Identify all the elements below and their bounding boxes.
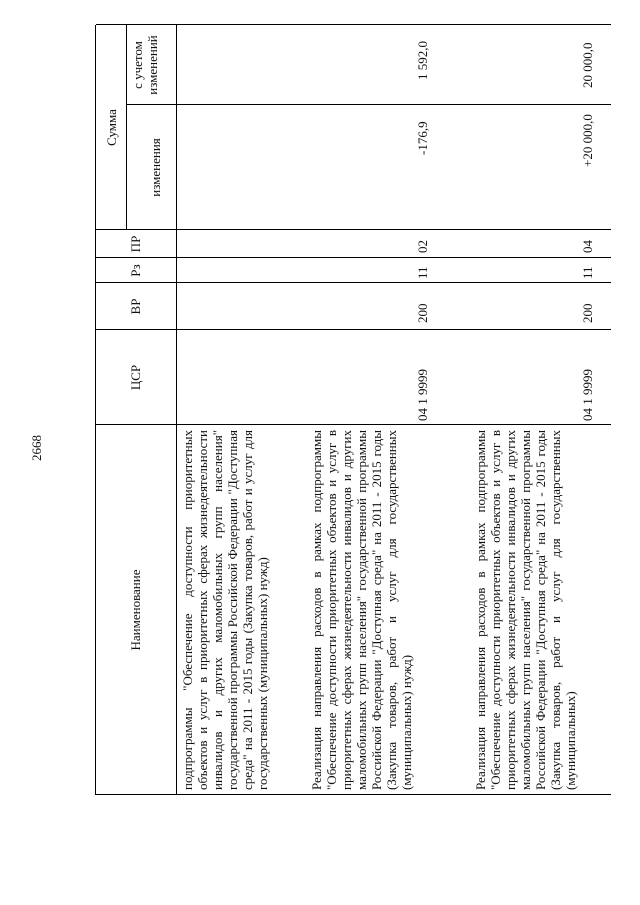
col-line — [96, 229, 611, 230]
row-2-total: 1 592,0 — [415, 41, 430, 80]
row-3-pr: 04 — [580, 240, 595, 253]
row-3-total: 20 000,0 — [580, 42, 595, 88]
row-1-name: подпрограммы "Обеспечение доступности приоритетных объектов и услуг в приоритетных сферах жизнедеятельности инвалидов и других маломобильных групп населения" государственной программы Российской Федерации "Доступная среда" на 2011 - 2015 годы (Закупка товаров, работ и услуг для государственных (муниципальных) нужд) — [180, 430, 270, 790]
budget-table — [95, 25, 610, 795]
header-with-change — [130, 25, 160, 105]
row-2-vr: 200 — [415, 303, 430, 323]
header-name: Наименование — [128, 569, 143, 651]
col-line — [96, 424, 611, 425]
row-3-csr: 04 1 9999 — [580, 369, 595, 421]
sum-divider — [126, 25, 127, 230]
col-line — [96, 282, 611, 283]
row-2-name: Реализация направления расходов в рамках подпрограммы "Обеспечение доступности приоритетных объектов и услуг в приоритетных сферах жизнедеятельности инвалидов и других маломобильных групп населения" государственной программы Российской Федерации "Доступная среда" на 2011 - 2015 годы (Закупка товаров, работ и услуг для государственных (муниципальных) нужд) — [309, 430, 414, 790]
row-2-csr: 04 1 9999 — [415, 369, 430, 421]
page-number: 2668 — [29, 435, 44, 461]
col-line — [96, 794, 611, 795]
row-3-vr: 200 — [580, 303, 595, 323]
row-3-name: Реализация направления расходов в рамках подпрограммы "Обеспечение доступности приоритетных объектов и услуг в приоритетных сферах жизнедеятельности инвалидов и других маломобильных групп населения" государственной программы Российской Федерации "Доступная среда" на 2011 - 2015 годы (Закупка товаров, работ и услуг для государственных (муниципальных) — [473, 430, 578, 790]
col-line — [96, 24, 611, 25]
header-with-change-line1: с учетом — [130, 41, 145, 89]
header-rz: Рз — [128, 264, 143, 277]
header-sum: Сумма — [104, 109, 119, 146]
row-2-rz: 11 — [415, 266, 430, 279]
header-with-change-line2: изменений — [145, 35, 160, 95]
col-line — [96, 329, 611, 330]
col-line — [126, 104, 611, 105]
header-vr: ВР — [128, 298, 143, 315]
header-csr: ЦСР — [128, 364, 143, 391]
row-2-pr: 02 — [415, 240, 430, 253]
col-line — [96, 257, 611, 258]
table-grid — [95, 25, 611, 795]
row-3-rz: 11 — [580, 266, 595, 279]
header-pr: ПР — [128, 235, 143, 253]
row-3-change: +20 000,0 — [580, 114, 595, 167]
header-change: изменения — [148, 138, 163, 197]
row-2-change: -176,9 — [415, 121, 430, 155]
header-bottom-line — [176, 25, 177, 795]
